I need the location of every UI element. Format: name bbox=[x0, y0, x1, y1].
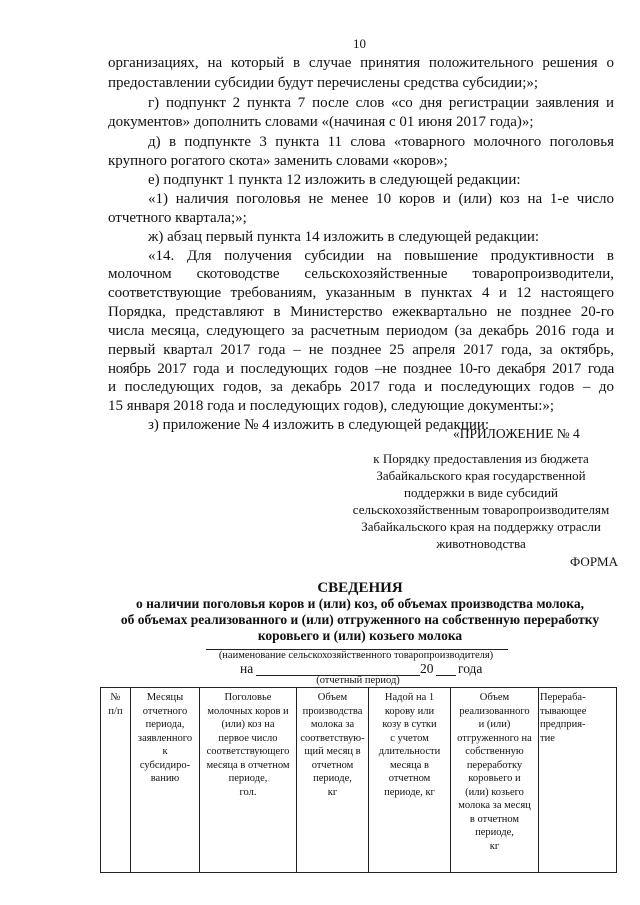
text-line: е) подпункт 1 пункта 12 изложить в следующей редакции: bbox=[148, 172, 521, 188]
period-year-suffix: года bbox=[458, 661, 483, 676]
column-header: Надой на 1 корову или козу в сутки с учетом длительности месяца в отчетном периоде, кг bbox=[369, 688, 451, 873]
text-line: первый квартал 2017 года – не позднее 25 апреля 2017 года, за октябрь, bbox=[108, 342, 614, 358]
page-number: 10 bbox=[353, 36, 366, 51]
heading-line: о наличии поголовья коров и (или) коз, об объемах производства молока, bbox=[136, 596, 584, 611]
period-caption: (отчетный период) bbox=[316, 675, 400, 686]
text-line: и последующих годов, за декабрь 2017 года и последующих годов – до bbox=[108, 379, 614, 395]
data-table bbox=[100, 687, 617, 873]
column-header: Объем производства молока за соответствую- щий месяц в отчетном периоде, кг bbox=[297, 688, 369, 873]
period-prefix: на bbox=[240, 661, 254, 676]
period-year-line bbox=[436, 675, 456, 676]
forma-label: ФОРМА bbox=[570, 554, 618, 569]
text-line: 15 января 2018 года и последующих годов), следующие документы:»; bbox=[108, 398, 555, 414]
appendix-title: «ПРИЛОЖЕНИЕ № 4 bbox=[453, 426, 580, 441]
text-line: предоставлении субсидии будут перечислены средства субсидии;»; bbox=[108, 75, 539, 91]
column-header: Объем реализованного и (или) отгруженного на собственную переработку коровьего и (или) козьего молока за месяц в отчетном периоде, кг bbox=[451, 688, 539, 873]
column-header: № п/п bbox=[101, 688, 131, 873]
producer-caption: (наименование сельскохозяйственного товаропроизводителя) bbox=[218, 650, 494, 661]
text-line: числа месяца, следующего за расчетным периодом (за декабрь 2016 года и bbox=[108, 323, 614, 339]
appendix-line: Забайкальского края на поддержку отрасли bbox=[361, 519, 601, 534]
text-line: крупного рогатого скота» заменить словами «коров»; bbox=[108, 153, 448, 169]
heading-line: об объемах реализованного и (или) отгруженного на собственную переработку bbox=[120, 612, 600, 627]
appendix-line: Забайкальского края государственной bbox=[376, 468, 586, 483]
text-line: ноябрь 2017 года и последующих годов –не позднее 10-го декабря 2017 года bbox=[108, 361, 614, 377]
text-line: молочном скотоводстве сельскохозяйственные товаропроизводители, bbox=[108, 266, 614, 282]
heading-title: СВЕДЕНИЯ bbox=[317, 580, 403, 596]
appendix-line: животноводства bbox=[436, 536, 526, 551]
appendix-line: поддержки в виде субсидий bbox=[403, 485, 558, 500]
text-line: соответствующие требованиям, указанным в пунктах 4 и 12 настоящего bbox=[108, 285, 614, 301]
text-line: организациях, на который в случае принятия положительного решения о bbox=[108, 55, 614, 71]
appendix-line: сельскохозяйственным товаропроизводителям bbox=[352, 502, 610, 517]
text-line: «14. Для получения субсидии на повышение продуктивности в bbox=[148, 248, 614, 264]
text-line: «1) наличия поголовья не менее 10 коров и (или) коз на 1-е число bbox=[148, 191, 614, 207]
column-header: Перераба- тывающее предприя- тие bbox=[539, 688, 617, 873]
text-line: ж) абзац первый пункта 14 изложить в следующей редакции: bbox=[148, 229, 540, 245]
appendix-line: к Порядку предоставления из бюджета bbox=[373, 451, 589, 466]
heading-line: коровьего и (или) козьего молока bbox=[257, 628, 463, 643]
text-line: Порядка, представляют в Министерство ежеквартально не позднее 20-го bbox=[108, 304, 614, 320]
text-line: г) подпункт 2 пункта 7 после слов «со дня регистрации заявления и bbox=[148, 95, 614, 111]
column-header: Месяцы отчетного периода, заявленного к субсидиро- ванию bbox=[131, 688, 200, 873]
text-line: д) в подпункте 3 пункта 11 слова «товарного молочного поголовья bbox=[148, 134, 614, 150]
text-line: отчетного квартала;»; bbox=[108, 210, 247, 226]
text-line: з) приложение № 4 изложить в следующей редакции: bbox=[148, 417, 490, 433]
period-year-prefix: 20 bbox=[420, 661, 434, 676]
column-header: Поголовье молочных коров и (или) коз на первое число соответствующего месяца в отчетном периоде, гол. bbox=[200, 688, 297, 873]
table-header-row bbox=[101, 688, 617, 873]
text-line: документов» дополнить словами «(начиная с 01 июня 2017 года)»; bbox=[108, 114, 534, 130]
